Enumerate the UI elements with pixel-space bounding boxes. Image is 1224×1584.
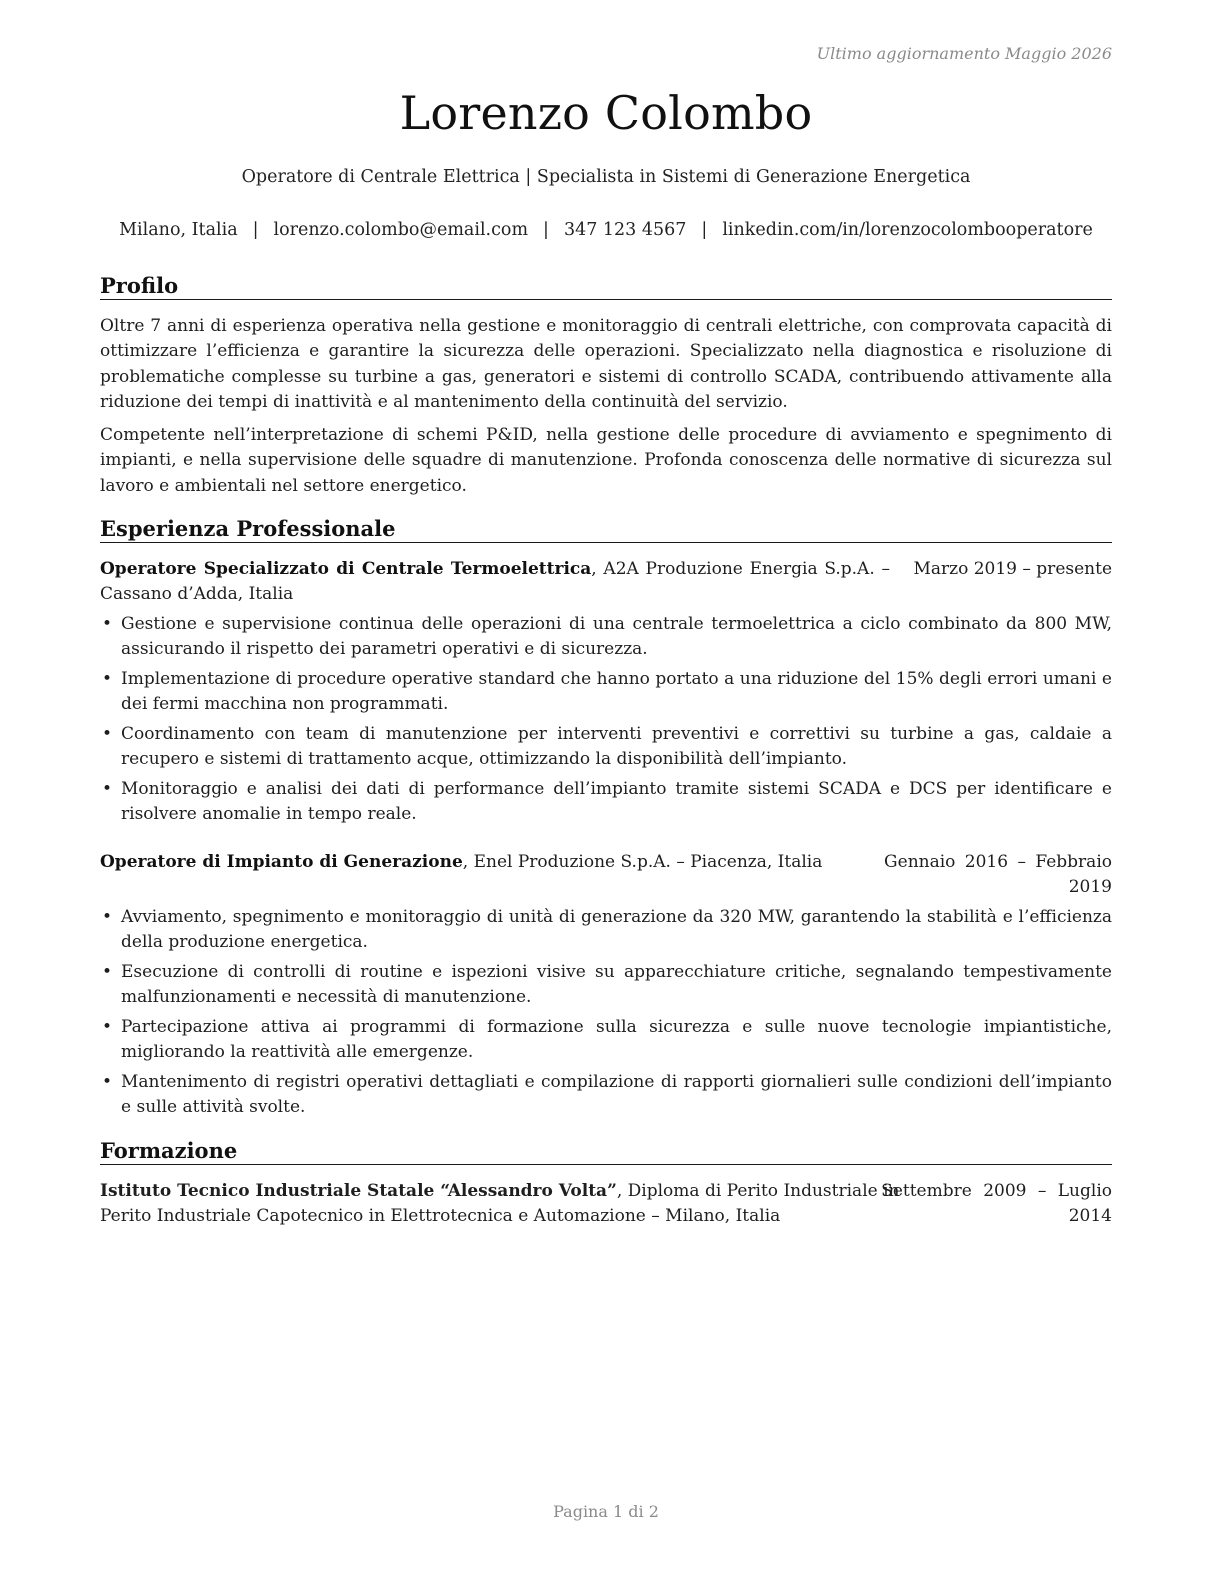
contact-linkedin[interactable]: linkedin.com/in/lorenzocolombooperatore xyxy=(722,220,1093,240)
bullet-text: Esecuzione di controlli di routine e ispezioni visive su apparecchiature critiche, segnalando tempestivamente malfunzionamenti e necessità di manutenzione. xyxy=(121,961,1112,1008)
job-dates xyxy=(884,850,1112,901)
job-company: , A2A Produzione Energia S.p.A. – Cassano d’Adda, Italia xyxy=(100,559,890,605)
list-item xyxy=(100,905,1112,956)
resume-page xyxy=(100,0,1112,1584)
bullet-text: Coordinamento con team di manutenzione per interventi preventivi e correttivi su turbine a gas, caldaie a recupero e sistemi di trattamento acque, ottimizzando la disponibilità dell’impianto. xyxy=(121,723,1112,770)
job-header xyxy=(100,557,1112,608)
bullet-text: Avviamento, spegnimento e monitoraggio di unità di generazione da 320 MW, garantendo la stabilità e l’efficienza della produzione energetica. xyxy=(121,907,1112,953)
last-updated: Ultimo aggiornamento Maggio 2026 xyxy=(816,44,1112,63)
school-name: Istituto Tecnico Industriale Statale “Alessandro Volta” xyxy=(100,1181,617,1201)
profile-paragraph: Competente nell’interpretazione di schemi P&ID, nella gestione delle procedure di avviamento e spegnimento di impianti, e nella supervisione delle squadre di manutenzione. Profonda conoscenza delle normative di sicurezza sul lavoro e ambientali nel settore energetico. xyxy=(100,425,1112,496)
job-dates: Marzo 2019 – presente xyxy=(913,559,1112,579)
list-item xyxy=(100,1015,1112,1066)
bullet-text: Mantenimento di registri operativi dettagliati e compilazione di rapporti giornalieri sulle condizioni dell’impianto e sulle attività svolte. xyxy=(121,1071,1112,1118)
education-dates xyxy=(881,1179,1112,1230)
section-heading-profile: Profilo xyxy=(100,273,1112,300)
list-item xyxy=(100,1070,1112,1121)
section-heading-education: Formazione xyxy=(100,1138,1112,1165)
list-item xyxy=(100,667,1112,718)
education-entry xyxy=(100,1179,1112,1230)
education-dates-line: 2014 xyxy=(1068,1206,1112,1227)
bullet-icon: • xyxy=(102,1016,113,1037)
job-dates-line: Gennaio 2016 – Febbraio xyxy=(884,852,1112,872)
job-bullet-list xyxy=(100,905,1112,1125)
bullet-icon: • xyxy=(102,1071,113,1092)
contact-phone: 347 123 4567 xyxy=(563,220,687,240)
profile-paragraph: Oltre 7 anni di esperienza operativa nella gestione e monitoraggio di centrali elettriche, con comprovata capacità di ottimizzare l’efficienza e garantire la sicurezza delle operazioni. Specializzato nella diagnostica e risoluzione di problematiche complesse su turbine a gas, generatori e sistemi di controllo SCADA, contribuendo attivamente alla riduzione dei tempi di inattività e al mantenimento della continuità del servizio. xyxy=(100,316,1112,412)
candidate-name: Lorenzo Colombo xyxy=(399,86,813,140)
contact-email[interactable]: lorenzo.colombo@email.com xyxy=(273,220,529,240)
bullet-icon: • xyxy=(102,723,113,744)
job-title-block xyxy=(100,557,890,608)
job-title: Operatore di Impianto di Generazione xyxy=(100,852,463,872)
list-item xyxy=(100,722,1112,773)
contact-separator: | xyxy=(543,220,549,240)
contact-separator: | xyxy=(701,220,708,240)
bullet-icon: • xyxy=(102,778,113,799)
bullet-text: Partecipazione attiva ai programmi di formazione sulla sicurezza e sulle nuove tecnologie impiantistiche, migliorando la reattività alle emergenze. xyxy=(121,1016,1112,1063)
bullet-icon: • xyxy=(102,961,113,982)
job-company: , Enel Produzione S.p.A. – Piacenza, Italia xyxy=(462,852,823,872)
bullet-text: Gestione e supervisione continua delle operazioni di una centrale termoelettrica a ciclo combinato da 800 MW, assicurando il rispetto dei parametri operativi e di sicurezza. xyxy=(121,614,1112,660)
job-dates-line: 2019 xyxy=(1068,877,1112,898)
education-dates-line: Settembre 2009 – Luglio xyxy=(881,1181,1112,1201)
candidate-subtitle: Operatore di Centrale Elettrica | Specialista in Sistemi di Generazione Energetica xyxy=(241,167,971,187)
contact-line xyxy=(80,220,1132,240)
bullet-icon: • xyxy=(102,907,113,927)
contact-location: Milano, Italia xyxy=(119,220,238,240)
contact-separator: | xyxy=(252,220,259,240)
education-line: Perito Industriale Capotecnico in Elettrotecnica e Automazione – Milano, Italia xyxy=(100,1206,781,1227)
job-bullet-list xyxy=(100,612,1112,832)
bullet-text: Monitoraggio e analisi dei dati di performance dell’impianto tramite sistemi SCADA e DCS per identificare e risolvere anomalie in tempo reale. xyxy=(121,778,1112,825)
job-title: Operatore Specializzato di Centrale Termoelettrica xyxy=(100,559,592,579)
list-item xyxy=(100,960,1112,1011)
job-header xyxy=(100,850,1112,898)
bullet-text: Implementazione di procedure operative standard che hanno portato a una riduzione del 15% degli errori umani e dei fermi macchina non programmati. xyxy=(121,668,1112,715)
degree-text: , Diploma di Perito Industriale in xyxy=(616,1181,900,1201)
page-number: Pagina 1 di 2 xyxy=(553,1502,659,1521)
list-item xyxy=(100,612,1112,663)
section-heading-experience: Esperienza Professionale xyxy=(100,516,1112,543)
bullet-icon: • xyxy=(102,668,113,689)
bullet-icon: • xyxy=(102,614,113,634)
job-title-block xyxy=(100,850,890,875)
list-item xyxy=(100,777,1112,828)
